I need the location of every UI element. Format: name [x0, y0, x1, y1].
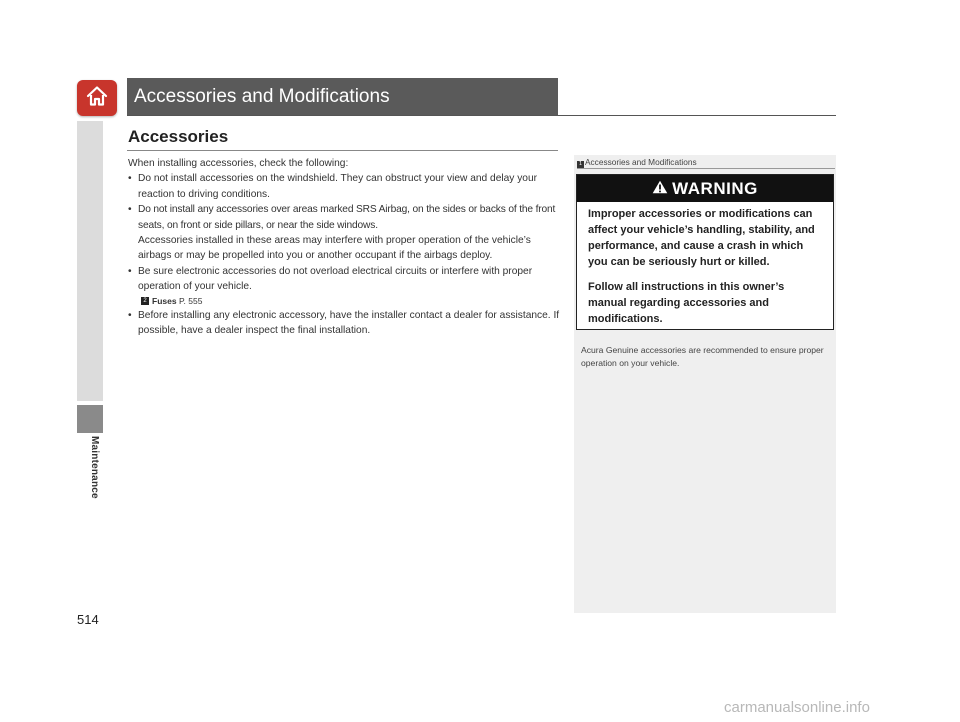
- warning-triangle-icon: [652, 179, 672, 199]
- warning-header: [577, 175, 833, 202]
- fuses-reference-link[interactable]: [128, 295, 560, 308]
- bullet-electrical: • Be sure electronic accessories do not overload electrical circuits or interfere with proper operation of your vehicle.: [128, 264, 560, 295]
- home-button[interactable]: [77, 80, 117, 116]
- fuses-reference-label: Fuses: [152, 295, 177, 306]
- side-note-text: Acura Genuine accessories are recommended to ensure proper operation on your vehicle.: [581, 345, 824, 368]
- page-number: 514: [77, 612, 99, 627]
- airbag-areas-detail: Accessories installed in these areas may interfere with proper operation of the vehicle’s airbags or may be propelled into you or another occupant if the airbags deploy.: [138, 235, 531, 262]
- warning-paragraph-2: Follow all instructions in this owner’s manual regarding accessories and modifications.: [588, 281, 785, 325]
- warning-body: [577, 202, 833, 327]
- chapter-tab-maintenance-marker[interactable]: [77, 405, 103, 433]
- reference-arrow-icon: 2: [141, 297, 149, 305]
- home-icon: [85, 85, 109, 112]
- side-note-heading: [577, 157, 697, 168]
- intro-text: When installing accessories, check the following:: [128, 158, 349, 169]
- watermark: carmanualsonline.info: [724, 699, 870, 716]
- chapter-tab-maintenance[interactable]: Maintenance: [89, 436, 100, 499]
- bullet-windshield: • Do not install accessories on the windshield. They can obstruct your view and delay your reaction to driving conditions.: [128, 171, 560, 202]
- bullet-electronic-install: • Before installing any electronic accessory, have the installer contact a dealer for assistance. If possible, have a dealer inspect the final installation.: [128, 308, 560, 339]
- fuses-reference-page: P. 555: [178, 295, 203, 306]
- section-divider: [127, 150, 558, 151]
- main-content: [128, 156, 560, 338]
- bullet-airbag-areas: • Do not install any accessories over areas marked SRS Airbag, on the sides or backs of the front seats, on front or side pillars, or near the side windows.: [128, 202, 560, 233]
- warning-title: WARNING: [672, 178, 758, 198]
- header-divider: [127, 115, 836, 116]
- side-note-divider: [577, 168, 835, 169]
- chapter-header: [127, 78, 558, 115]
- section-title: Accessories: [128, 127, 229, 146]
- chapter-title: Accessories and Modifications: [134, 86, 390, 107]
- chapter-tab-group: [77, 121, 103, 401]
- warning-box: [576, 174, 834, 330]
- note-marker-icon: 1: [578, 161, 583, 167]
- warning-paragraph-1: Improper accessories or modifications can affect your vehicle’s handling, stability, and performance, and cause a crash in which you can be seriously hurt or killed.: [588, 208, 815, 268]
- side-note-heading-text: Accessories and Modifications: [585, 157, 697, 167]
